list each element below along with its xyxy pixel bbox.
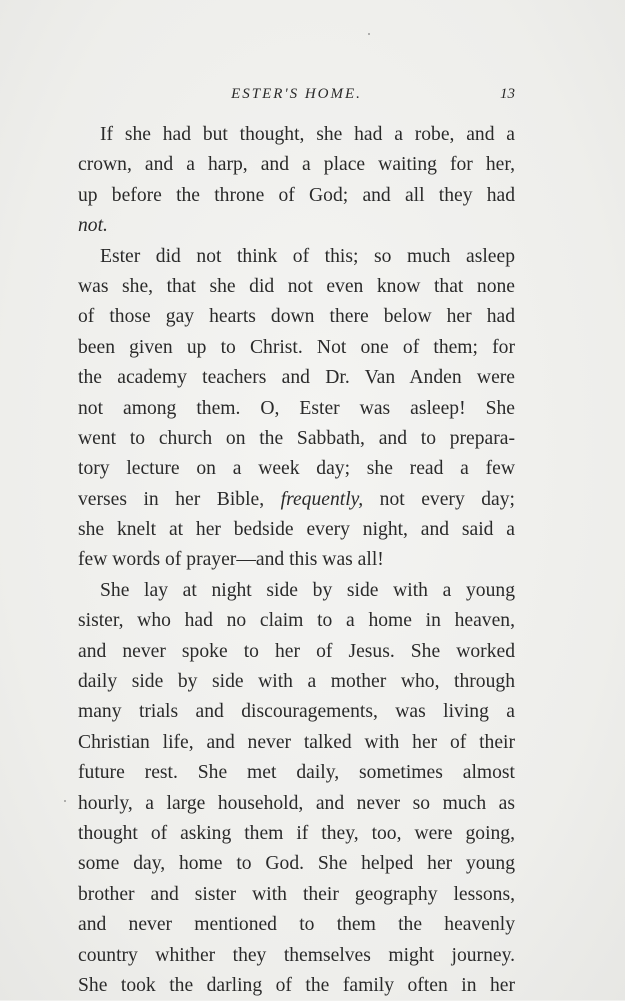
text-line: of those gay hearts down there below her had <box>78 306 515 328</box>
text-line: and never mentioned to them the heavenly <box>78 914 515 936</box>
text-line: went to church on the Sabbath, and to prepara- <box>78 427 515 449</box>
text-line: not. <box>78 215 108 237</box>
text-line: hourly, a large household, and never so much as <box>78 792 515 814</box>
text-line: up before the throne of God; and all they had <box>78 184 515 206</box>
running-head <box>78 86 515 108</box>
text-line: was she, that she did not even know that none <box>78 275 515 297</box>
text-line: few words of prayer—and this was all! <box>78 549 384 571</box>
text-line: country whither they themselves might journey. <box>78 944 515 966</box>
paper-speck <box>368 33 370 35</box>
text-line: She lay at night side by side with a young <box>100 579 515 601</box>
page-number: 13 <box>500 86 515 102</box>
emphasized-word: frequently, <box>280 488 364 510</box>
text-line: tory lecture on a week day; she read a few <box>78 458 515 480</box>
text-line: Ester did not think of this; so much asleep <box>100 245 515 267</box>
text-line: and never spoke to her of Jesus. She worked <box>78 640 515 662</box>
text-line: Christian life, and never talked with her of their <box>78 731 515 753</box>
text-line: not among them. O, Ester was asleep! She <box>78 397 515 419</box>
text-line: daily side by side with a mother who, through <box>78 671 515 693</box>
body-text <box>78 120 515 1001</box>
text-line: If she had but thought, she had a robe, and a <box>100 124 515 145</box>
text-line: verses in her Bible, frequently, not every day; <box>78 488 515 510</box>
paper-speck <box>64 800 66 802</box>
text-line: She took the darling of the family often in her <box>78 974 515 996</box>
text-line: future rest. She met daily, sometimes almost <box>78 762 515 784</box>
text-line: the academy teachers and Dr. Van Anden were <box>78 367 515 389</box>
text-line: some day, home to God. She helped her young <box>78 853 515 875</box>
text-line: sister, who had no claim to a home in heaven, <box>78 610 515 632</box>
text-line: brother and sister with their geography lessons, <box>78 883 515 905</box>
running-head-title: ESTER'S HOME. <box>231 86 362 102</box>
text-line: many trials and discouragements, was living a <box>78 701 515 723</box>
text-line: thought of asking them if they, too, were going, <box>78 822 515 844</box>
text-line: crown, and a harp, and a place waiting for her, <box>78 154 515 176</box>
text-line: she knelt at her bedside every night, and said a <box>78 519 515 541</box>
text-line: been given up to Christ. Not one of them; for <box>78 336 515 358</box>
